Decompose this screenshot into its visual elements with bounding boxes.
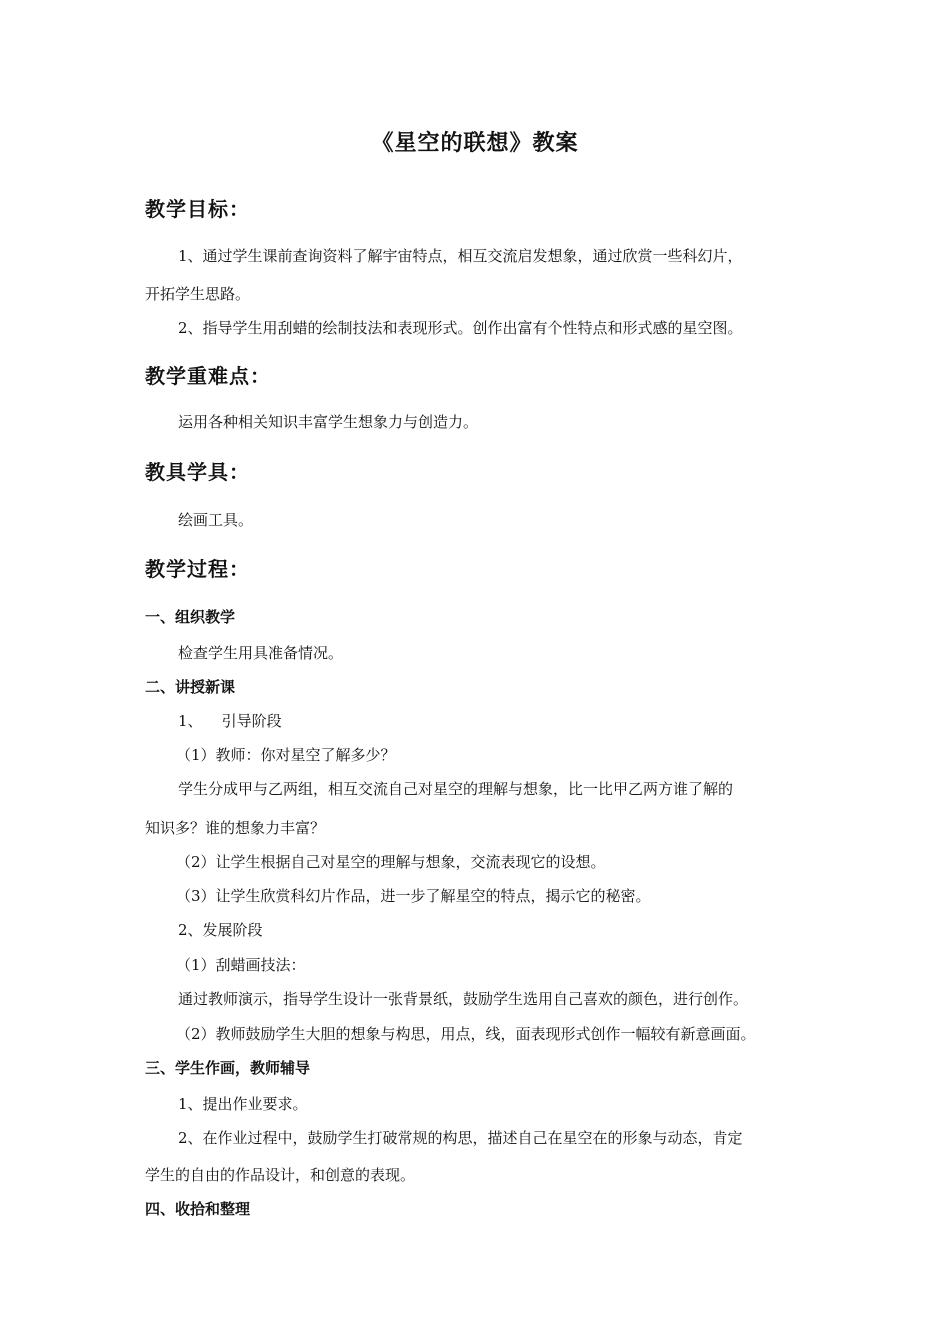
section-2-question-1: （1）教师：你对星空了解多少？: [176, 746, 396, 764]
section-3-item-2-line-1: 2、在作业过程中，鼓励学生打破常规的构思，描述自己在星空在的形象与动态，肯定: [178, 1129, 743, 1147]
section-3-item-2-line-2: 学生的自由的作品设计，和创意的表现。: [145, 1166, 416, 1184]
section-3-title: 三、学生作画，教师辅导: [145, 1059, 311, 1077]
section-2-detail-1: （1）刮蜡画技法：: [176, 956, 306, 974]
section-2-paragraph-line-1: 学生分成甲与乙两组，相互交流自己对星空的理解与想象，比一比甲乙两方谁了解的: [178, 780, 734, 798]
section-3-item-1: 1、提出作业要求。: [178, 1095, 308, 1113]
tools-heading: 教具学具：: [145, 460, 250, 484]
section-2-step-1: 1、 引导阶段: [178, 712, 282, 730]
section-4-title: 四、收拾和整理: [145, 1200, 251, 1218]
section-2-detail-1-text: 通过教师演示，指导学生设计一张背景纸，鼓励学生选用自己喜欢的颜色，进行创作。: [178, 990, 749, 1008]
key-points-text: 运用各种相关知识丰富学生想象力与创造力。: [178, 413, 479, 431]
process-heading: 教学过程：: [145, 557, 250, 581]
document-title: 《星空的联想》教案: [371, 130, 579, 156]
goal-1-line-1: 1、通过学生课前查询资料了解宇宙特点，相互交流启发想象，通过欣赏一些科幻片，: [178, 247, 743, 265]
tools-text: 绘画工具。: [178, 511, 254, 529]
section-2-detail-2: （2）教师鼓励学生大胆的想象与构思，用点，线，面表现形式创作一幅较有新意画面。: [176, 1025, 756, 1043]
goal-2: 2、指导学生用刮蜡的绘制技法和表现形式。创作出富有个性特点和形式感的星空图。: [178, 319, 743, 337]
section-1-text: 检查学生用具准备情况。: [178, 644, 344, 662]
section-2-paragraph-line-2: 知识多？谁的想象力丰富？: [145, 819, 326, 837]
key-points-heading: 教学重难点：: [145, 364, 271, 388]
goal-1-line-2: 开拓学生思路。: [145, 285, 251, 303]
section-1-title: 一、组织教学: [145, 608, 236, 626]
section-2-question-3: （3）让学生欣赏科幻片作品，进一步了解星空的特点，揭示它的秘密。: [176, 887, 651, 905]
section-2-question-2: （2）让学生根据自己对星空的理解与想象，交流表现它的设想。: [176, 853, 606, 871]
section-2-title: 二、讲授新课: [145, 678, 236, 696]
section-2-step-2: 2、发展阶段: [178, 921, 263, 939]
goals-heading: 教学目标：: [145, 197, 250, 221]
